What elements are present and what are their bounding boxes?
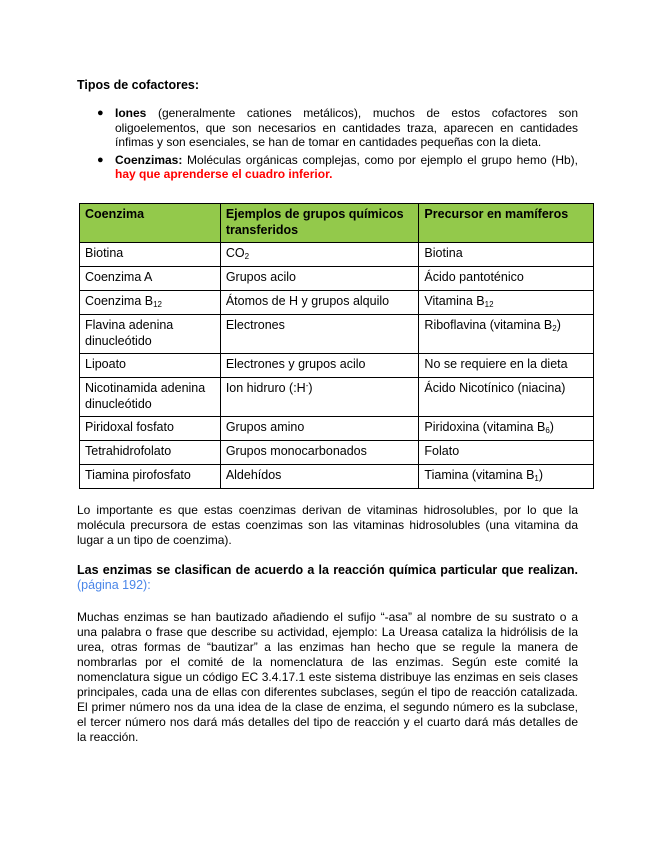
list-item-coenzimas: [77, 153, 578, 182]
cell-precursor: Folato: [419, 441, 594, 465]
cell-grupo: Átomos de H y grupos alquilo: [220, 291, 419, 315]
cell-precursor: Piridoxina (vitamina $B_6$): [419, 417, 594, 441]
coenzyme-table: [79, 203, 594, 489]
text-iones: (generalmente cationes metálicos), muchos de estos cofactores son oligoelementos, que son necesarios en cantidades traza, aparecen en cantidades ínfimas y son esenciales, se han de tomar en cantidades pequeñas con la dieta.: [115, 106, 578, 150]
term-coenzimas: Coenzimas:: [115, 152, 183, 167]
cell-coenzima: Coenzima A: [80, 267, 221, 291]
clasificacion-text: Las enzimas se clasifican de acuerdo a la reacción química particular que realizan.: [77, 563, 578, 577]
cell-grupo: Ion hidruro (:H-): [220, 378, 419, 417]
table-row: [80, 417, 594, 441]
section-heading: Tipos de cofactores:: [77, 78, 200, 92]
header-coenzima: Coenzima: [80, 204, 221, 243]
cell-grupo: Electrones: [220, 315, 419, 354]
cell-precursor: Riboflavina (vitamina $B_2$): [419, 315, 594, 354]
text-coenzimas: Moléculas orgánicas complejas, como por ejemplo el grupo hemo (Hb),: [182, 152, 578, 167]
bullet-icon: ●: [97, 153, 104, 166]
cell-grupo: Aldehídos: [220, 465, 419, 489]
cell-precursor: Biotina: [419, 243, 594, 267]
page-reference-link[interactable]: (página 192):: [77, 578, 151, 592]
table-row: [80, 354, 594, 378]
cell-precursor: No se requiere en la dieta: [419, 354, 594, 378]
cell-grupo: Grupos amino: [220, 417, 419, 441]
cell-coenzima: Flavina adenina dinucleótido: [80, 315, 221, 354]
header-precursor: Precursor en mamíferos: [419, 204, 594, 243]
table-row: [80, 291, 594, 315]
cell-precursor: Ácido pantoténico: [419, 267, 594, 291]
cell-coenzima: Tetrahidrofolato: [80, 441, 221, 465]
cell-precursor: Ácido Nicotínico (niacina): [419, 378, 594, 417]
paragraph-vitaminas: Lo importante es que estas coenzimas derivan de vitaminas hidrosolubles, por lo que la molécula precursora de estas coenzimas son las vitaminas hidrosolubles (una vitamina da lugar a un tipo de coenzima).: [77, 503, 578, 547]
cell-grupo: $CO_2$: [220, 243, 419, 267]
paragraph-nomenclatura: Muchas enzimas se han bautizado añadiendo el sufijo “-asa” al nombre de su sustrato o a una palabra o frase que describe su actividad, ejemplo: La Ureasa cataliza la hidrólisis de la urea, otras formas de “bautizar” a las enzimas han hecho que se regule la manera de nombrarlas por el comité de la nomenclatura de las enzimas. Según este comité la nomenclatura sigue un código EC 3.4.17.1 este sistema distribuye las enzimas en seis clases principales, cada una de ellas con diferentes subclases, según el tipo de reacción catalizada. El primer número nos da una idea de la clase de enzima, el segundo número es la subclase, el tercer número nos dará más detalles del tipo de reacción y el cuarto dará más detalles de la reacción.: [77, 610, 578, 744]
list-item-iones: [77, 106, 578, 150]
cell-grupo: Electrones y grupos acilo: [220, 354, 419, 378]
cofactor-list: [77, 106, 578, 185]
paragraph-clasificacion: [77, 563, 578, 593]
header-grupos: Ejemplos de grupos químicos transferidos: [220, 204, 419, 243]
cell-coenzima: Coenzima $B_{12}$: [80, 291, 221, 315]
highlight-note: hay que aprenderse el cuadro inferior.: [115, 167, 333, 182]
cell-coenzima: Lipoato: [80, 354, 221, 378]
table-row: [80, 267, 594, 291]
cell-coenzima: Nicotinamida adenina dinucleótido: [80, 378, 221, 417]
table-header-row: [80, 204, 594, 243]
term-iones: Iones: [115, 106, 147, 120]
cell-grupo: Grupos acilo: [220, 267, 419, 291]
table-row: [80, 465, 594, 489]
table-row: [80, 315, 594, 354]
cell-coenzima: Biotina: [80, 243, 221, 267]
table-row: [80, 243, 594, 267]
cell-grupo: Grupos monocarbonados: [220, 441, 419, 465]
cell-precursor: Vitamina $B_{12}$: [419, 291, 594, 315]
table-row: [80, 378, 594, 417]
bullet-icon: ●: [97, 107, 104, 119]
cell-coenzima: Tiamina pirofosfato: [80, 465, 221, 489]
cell-precursor: Tiamina (vitamina $B_1$): [419, 465, 594, 489]
table-row: [80, 441, 594, 465]
cell-coenzima: Piridoxal fosfato: [80, 417, 221, 441]
